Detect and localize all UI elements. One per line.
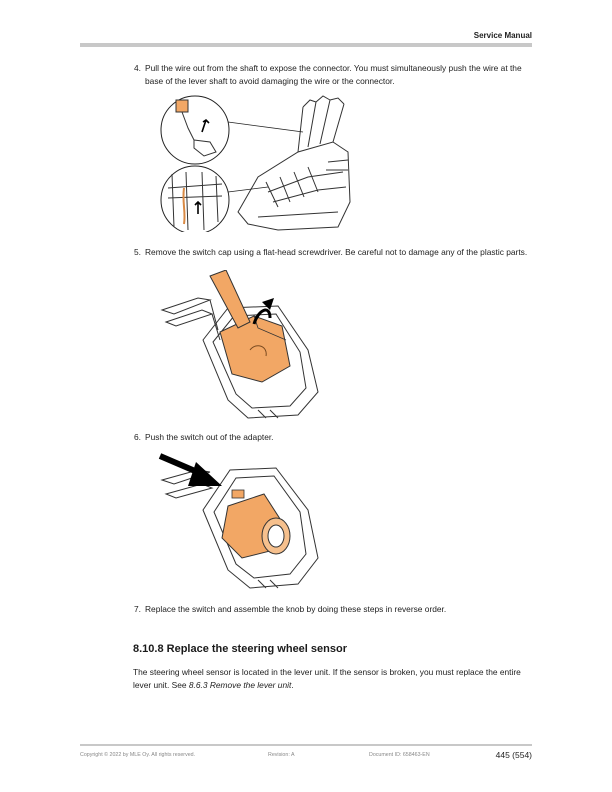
step-7 [134, 603, 532, 616]
step-5 [134, 246, 532, 259]
section-paragraph [133, 666, 533, 691]
step-text: Push the switch out of the adapter. [145, 432, 274, 442]
header-rule [80, 43, 532, 47]
step-text: Remove the switch cap using a flat-head screwdriver. Be careful not to damage any of the plastic parts. [145, 247, 528, 257]
footer-copyright: Copyright © 2022 by MLE Oy. All rights reserved. [80, 752, 196, 758]
paragraph-text: The steering wheel sensor is located in the lever unit. If the sensor is broken, you must replace the entire lever unit. See [133, 667, 521, 690]
footer-document-id: Document ID: 658463-EN [369, 752, 430, 758]
figure-push-switch-out [158, 450, 324, 592]
step-4 [134, 62, 532, 87]
step-number: 5. [134, 247, 141, 257]
cross-reference-link[interactable]: 8.6.3 Remove the lever unit [188, 679, 292, 690]
step-number: 7. [134, 604, 141, 614]
step-6 [134, 431, 532, 444]
figure-lever-wire-connector [158, 92, 354, 232]
step-number: 4. [134, 63, 141, 73]
footer-revision: Revision: A [268, 752, 295, 758]
footer-page-number: 445 (554) [495, 750, 532, 760]
step-text: Replace the switch and assemble the knob by doing these steps in reverse order. [145, 604, 447, 614]
paragraph-end: . [291, 679, 294, 690]
section-heading: 8.10.8 Replace the steering wheel sensor [133, 643, 347, 655]
figure-remove-switch-cap [158, 270, 324, 422]
header-title: Service Manual [473, 31, 532, 40]
step-text: Pull the wire out from the shaft to expose the connector. You must simultaneously push the wire at the base of the lever shaft to avoid damaging the wire or the connector. [145, 63, 522, 86]
footer-rule [80, 744, 532, 746]
step-number: 6. [134, 432, 141, 442]
